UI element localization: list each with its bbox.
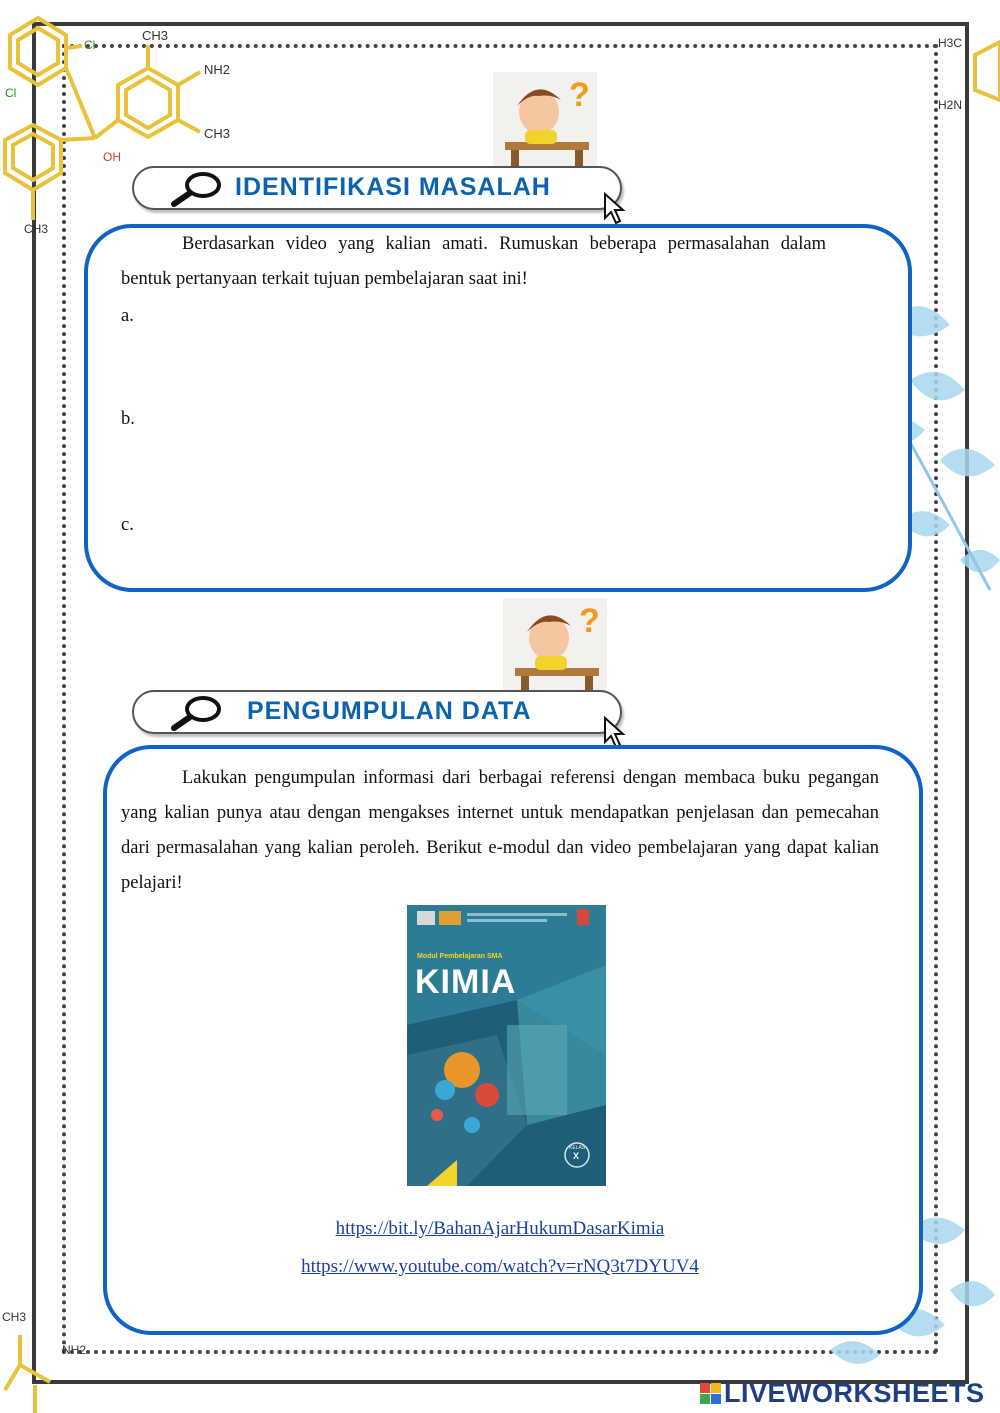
section-title: PENGUMPULAN DATA [247,697,532,725]
kimia-module-cover[interactable] [407,905,606,1186]
svg-text:?: ? [569,76,590,114]
liveworksheets-logo-icon [700,1383,722,1405]
cl-label: Cl [84,38,96,52]
magnifier-icon [170,170,224,208]
nh2-label: NH2 [62,1343,87,1357]
h3c-label: H3C [938,36,963,50]
instruction-text: Berdasarkan video yang kalian amati. Rumuskan beberapa permasalahan dalam bentuk pertanyaan terkait tujuan pembelajaran saat ini! [121,234,826,289]
answer-label-a: a. [121,306,134,326]
thinking-student-illustration [493,72,597,168]
svg-text:?: ? [579,602,600,640]
section-title: IDENTIFIKASI MASALAH [235,173,551,201]
liveworksheets-brand: LIVEWORKSHEETS [724,1378,985,1408]
thinking-student-illustration [503,598,607,694]
instruction-text: Lakukan pengumpulan informasi dari berbagai referensi dengan membaca buku pegangan yang kalian punya atau dengan mengakses internet untuk mendapatkan penjelasan dan pemecahan dari permasalahan yang kalian peroleh. Berikut e-modul dan video pembelajaran yang dapat kalian pelajari! [121,768,879,893]
answer-label-b: b. [121,409,135,429]
answer-label-c: c. [121,515,134,535]
cover-subtitle: Modul Pembelajaran SMA [417,953,503,960]
molecule-top-left-decoration [0,0,240,250]
oh-label: OH [103,150,121,164]
cover-grade: X [573,1151,580,1161]
youtube-link[interactable]: https://www.youtube.com/watch?v=rNQ3t7DYUV4 [301,1256,699,1277]
molecule-bottom-left-decoration [0,1320,90,1413]
h2n-label: H2N [938,98,963,112]
ch3-label: CH3 [204,126,231,141]
ch3-label: CH3 [24,222,49,236]
magnifier-icon [170,694,224,732]
cover-grade-label: KELAS [569,1145,586,1151]
cl-label: Cl [5,86,17,100]
cover-title: KIMIA [415,963,517,1001]
cursor-icon [603,192,629,226]
nh2-label: NH2 [204,62,231,77]
ch3-label: CH3 [142,28,169,43]
ch3-label: CH3 [2,1310,27,1324]
emodul-link[interactable]: https://bit.ly/BahanAjarHukumDasarKimia [335,1218,665,1239]
